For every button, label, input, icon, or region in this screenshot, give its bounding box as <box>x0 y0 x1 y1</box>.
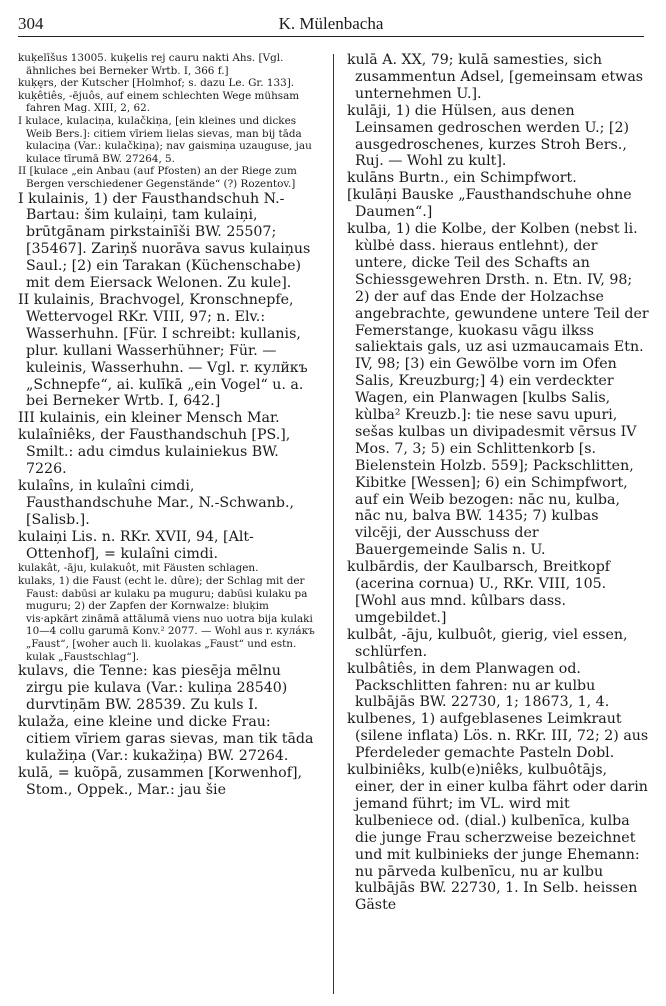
header-rule <box>18 36 644 37</box>
running-title: K. Mülenbacha <box>278 14 384 33</box>
dictionary-entry: kuķelīšus 13005. kuķelis rej cauru nakti Ahs. [Vgl. ähnliches bei Berneker Wrtb. I, 366 f.] <box>18 52 284 77</box>
dictionary-entry: kulaža, eine kleine und dicke Frau: citiem vīriem garas sievas, man tik tāda kulažiņa (Var.: kukažiņa) BW. 27264. <box>18 713 314 764</box>
left-column <box>18 52 318 798</box>
dictionary-entry: kulbārdis, der Kaulbarsch, Breitkopf (acerina cornua) U., RKr. VIII, 105. [Wohl aus mnd. kûlbars dass. umgebildet.] <box>347 559 611 626</box>
dictionary-entry: I kulace, kulaciņa, kulačkiņa, [ein kleines und dickes Weib Bers.]: citiem vīriem lielas sievas, man bij tāda kulaciņa (Var.: kulačkiņa); nav gaismiņa uzauguse, jau kulace tīrumā BW. 27264, 5. <box>18 114 312 165</box>
dictionary-entry: kulaîns, in kulaîni cimdi, Fausthandschuhe Mar., N.-Schwanb., [Salisb.]. <box>18 477 295 528</box>
dictionary-entry: kuķêtiês, -ējuôs, auf einem schlechten Wege mühsam fahren Mag. XIII, 2, 62. <box>18 89 300 115</box>
dictionary-entry: kulbâtiês, in dem Planwagen od. Packschlitten fahren: nu ar kulbu kulbājās BW. 22730, 1; 18673, 1, 4. <box>347 660 610 711</box>
dictionary-entry: kulaîniêks, der Fausthandschuh [PS.], Smilt.: adu cimdus kulainiekus BW. 7226. <box>18 427 291 478</box>
dictionary-entry: kulbiniêks, kulb(e)niêks, kulbuôtājs, einer, der in einer kulba fährt oder darin jemand führt; im VL. wird mit kulbeniece od. (dial.) kulbenīca, kulba die junge Frau scherzweise bezeichnet und mit kulbinieks der junge Ehemann: nu pārveda kulbenīcu, nu ar kulbu kulbājās BW. 22730, 1. In Selb. heissen Gäste <box>347 762 648 914</box>
column-divider <box>333 54 334 994</box>
dictionary-entry: kulā, = kuõpā, zusammen [Korwenhof], Stom., Oppek., Mar.: jau šie <box>18 764 303 798</box>
dictionary-entry: kulāns Burtn., ein Schimpfwort. <box>347 170 577 187</box>
dictionary-entry: kulaiņi Lis. n. RKr. XVII, 94, [Alt-Ottenhof], = kulaîni cimdi. <box>18 528 254 562</box>
dictionary-entry: I kulainis, 1) der Fausthandschuh N.-Bartau: šim kulaiņi, tam kulaiņi, brūtgānam pirkstainīši BW. 25507; [35467]. Zariņš nuorāva savus kulaiņus Saul.; [2) ein Tarakan (Küchenschabe) mit dem Eiersack Welonen. Zu kule]. <box>18 190 311 292</box>
dictionary-entry: kulbenes, 1) aufgeblasenes Leimkraut (silene inflata) Lös. n. RKr. III, 72; 2) aus Pferdeleder gemachte Pasteln Dobl. <box>347 711 649 762</box>
dictionary-entry: kulakât, -āju, kulakuôt, mit Fäusten schlagen. <box>18 562 259 575</box>
page-number: 304 <box>18 14 44 33</box>
dictionary-entry: kulbât, -āju, kulbuôt, gierig, viel essen, schlürfen. <box>347 626 628 660</box>
dictionary-entry: kulavs, die Tenne: kas piesēja mēlnu zirgu pie kulava (Var.: kuliņa 28540) durvtiņām BW. 28539. Zu kuls I. <box>18 663 288 714</box>
dictionary-entry: kulaks, 1) die Faust (echt le. dûre); der Schlag mit der Faust: dabūsi ar kulaku pa muguru; dabūsi kulaku pa muguru; 2) der Zapfen der Kornwalze: bluķim vis·apkārt zināmā attālumā viens nuo uotra bija kulaki 10—4 collu garumā Konv.² 2077. — Wohl aus r. кулáкъ „Faust“, [woher auch li. kuolakas „Faust“ und estn. kulak „Faustschlag“]. <box>18 575 315 663</box>
dictionary-entry: [kulāņi Bauske „Fausthandschuhe ohne Daumen“.] <box>347 187 632 221</box>
dictionary-entry: kulā A. XX, 79; kulā samesties, sich zusammentun Adsel, [gemeinsam etwas unternehmen U.]. <box>347 52 644 102</box>
page-header <box>18 6 644 34</box>
dictionary-entry: kulba, 1) die Kolbe, der Kolben (nebst li. kùlbė dass. hieraus entlehnt), der untere, dicke Teil des Schafts an Schiessgewehren Drsth. n. Etn. IV, 98; 2) der auf das Ende der Holzachse angebrachte, gewundene untere Teil der Femerstange, kuokasu vāgu ilkss saliektais gals, uz asi uzmaucamais Etn. IV, 98; [3) ein Gewölbe vorn im Ofen Salis, Kreuzburg;] 4) ein verdeckter Wagen, ein Planwagen [kulbs Salis, kùlba² Kreuzb.]: tie nese savu upuri, sešas kulbas un divipadesmit vērsus IV Mos. 7, 3; 5) ein Schlittenkorb [s. Bielenstein Holzb. 559]; Packschlitten, Kibitke [Wessen]; 6) ein Schimpfwort, auf ein Weib bezogen: nāc nu, kulba, nāc nu, balva BW. 1435; 7) kulbas vilcēji, der Ausschuss der Bauergemeinde Salis n. U. <box>347 221 649 559</box>
dictionary-entry: kulāji, 1) die Hülsen, aus denen Leinsamen gedroschen werden U.; [2) ausgedroschenes, kurzes Stroh Bers., Ruj. — Wohl zu kult]. <box>347 102 630 170</box>
dictionary-entry: II kulainis, Brachvogel, Kronschnepfe, Wettervogel RKr. VIII, 97; n. Elv.: Wasserhuhn. [Für. I schreibt: kullanis, plur. kullani Wasserhühner; Für. — kuleinis, Wasserhuhn. — Vgl. r. кулйкъ „Schnepfe“, ai. kulīkā „ein Vogel“ u. a. bei Berneker Wrtb. I, 642.] <box>18 291 308 410</box>
dictionary-entry: III kulainis, ein kleiner Mensch Mar. <box>18 410 280 427</box>
dictionary-entry: kuķęrs, der Kutscher [Holmhof; s. dazu Le. Gr. 133]. <box>18 77 295 90</box>
dictionary-entry: II [kulace „ein Anbau (auf Pfosten) an der Riege zum Bergen verschiedener Gegenstände“ (?) Rozentov.] <box>18 165 297 190</box>
right-column <box>347 52 649 914</box>
